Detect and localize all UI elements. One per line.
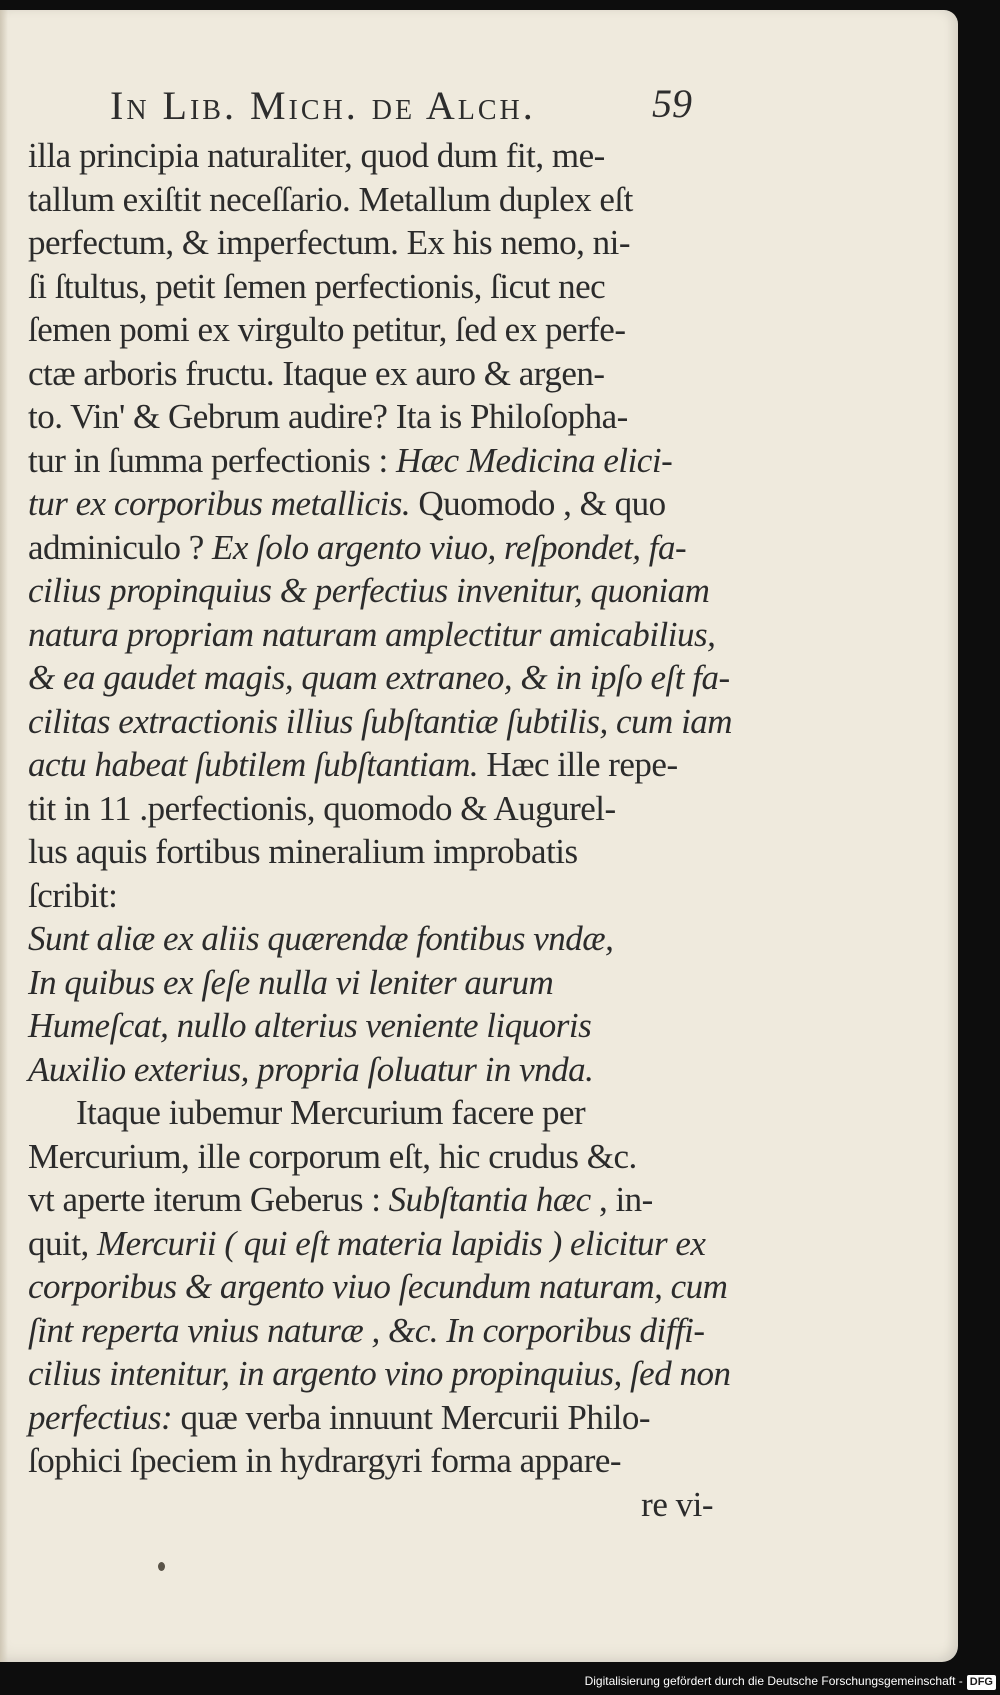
roman-run: Quomodo , & quo xyxy=(410,484,666,523)
roman-run: adminiculo ? xyxy=(28,527,213,567)
roman-run: quæ verba innuunt Mercurii Philo- xyxy=(172,1397,650,1437)
text-line xyxy=(28,1222,718,1266)
text-line: lus aquis fortibus mineralium improbatis xyxy=(28,832,578,871)
text-line: to. Vin' & Gebrum audire? Ita is Philoſopha- xyxy=(28,397,628,436)
italic-run: perfectius: xyxy=(28,1397,173,1437)
verse-line: Sunt aliæ ex aliis quærendæ fontibus vndæ, xyxy=(28,919,614,958)
italic-run: tur ex corporibus metallicis. xyxy=(28,484,411,523)
text-line: cilitas extractionis illius ſubſtantiæ ſubtilis, cum iam xyxy=(28,701,733,741)
text-line: tallum exiſtit neceſſario. Metallum duplex eſt xyxy=(28,179,633,219)
verse-line: Humeſcat, nullo alterius veniente liquoris xyxy=(28,1006,592,1045)
text-line: Mercurium, ille corporum eſt, hic crudus &c. xyxy=(28,1136,637,1176)
text-line: ſcribit: xyxy=(28,875,118,915)
roman-run: vt aperte iterum Geberus : xyxy=(28,1180,389,1219)
digitization-credit xyxy=(585,1669,996,1693)
roman-run: tur in ſumma perfectionis : xyxy=(28,440,396,480)
italic-run: Hæc Medicina elici- xyxy=(396,440,673,480)
credit-text: Digitalisierung gefördert durch die Deutsche Forschungsgemeinschaft - xyxy=(584,1674,963,1688)
roman-run: , in- xyxy=(590,1180,653,1219)
verse-line: Auxilio exterius, propria ſoluatur in vnda. xyxy=(28,1049,594,1089)
text-line: tit in 11 .perfectionis, quomodo & Augurel- xyxy=(28,788,616,828)
text-line xyxy=(28,482,718,526)
text-line: Itaque iubemur Mercurium facere per xyxy=(76,1093,586,1132)
roman-run: Hæc ille repe- xyxy=(478,745,678,784)
text-line: ſemen pomi ex virgulto petitur, ſed ex perfe- xyxy=(28,310,626,349)
ink-spot xyxy=(158,1562,165,1571)
text-line xyxy=(28,526,718,570)
catchword: re vi- xyxy=(641,1484,713,1524)
text-line: illa principia naturaliter, quod dum fit, me- xyxy=(28,136,605,175)
text-line: cilius intenitur, in argento vino propinquius, ſed non xyxy=(28,1354,731,1393)
running-header: In Lib. Mich. de Alch. xyxy=(110,83,536,128)
text-line: ſi ſtultus, petit ſemen perfectionis, ſicut nec xyxy=(28,266,606,306)
text-line: ſophici ſpeciem in hydrargyri forma appare- xyxy=(28,1441,622,1480)
text-line xyxy=(28,1396,718,1440)
italic-run: actu habeat ſubtilem ſubſtantiam. xyxy=(28,745,479,784)
roman-run: quit, xyxy=(28,1223,97,1263)
book-page xyxy=(0,10,958,1662)
text-line: ſint reperta vnius naturæ , &c. In corporibus diffi- xyxy=(28,1310,705,1350)
text-line xyxy=(28,743,718,787)
verse-line: In quibus ex ſeſe nulla vi leniter aurum xyxy=(28,962,554,1002)
italic-run: Ex ſolo argento viuo, reſpondet, fa- xyxy=(212,527,687,567)
text-line: perfectum, & imperfectum. Ex his nemo, ni- xyxy=(28,223,631,262)
text-line: ctæ arboris fructu. Itaque ex auro & argen- xyxy=(28,353,605,393)
dfg-logo: DFG xyxy=(967,1675,996,1690)
italic-run: Subſtantia hæc xyxy=(388,1180,591,1219)
body-text xyxy=(28,134,733,1526)
text-line: & ea gaudet magis, quam extraneo, & in ipſo eſt fa- xyxy=(28,658,730,697)
text-line: natura propriam naturam amplectitur amicabilius, xyxy=(28,614,716,654)
text-line: corporibus & argento viuo ſecundum naturam, cum xyxy=(28,1267,728,1306)
page-number: 59 xyxy=(652,81,692,126)
text-line xyxy=(28,1178,718,1222)
italic-run: Mercurii ( qui eſt materia lapidis ) elicitur ex xyxy=(96,1223,706,1263)
text-line xyxy=(28,439,718,483)
text-line: cilius propinquius & perfectius invenitur, quoniam xyxy=(28,571,710,610)
